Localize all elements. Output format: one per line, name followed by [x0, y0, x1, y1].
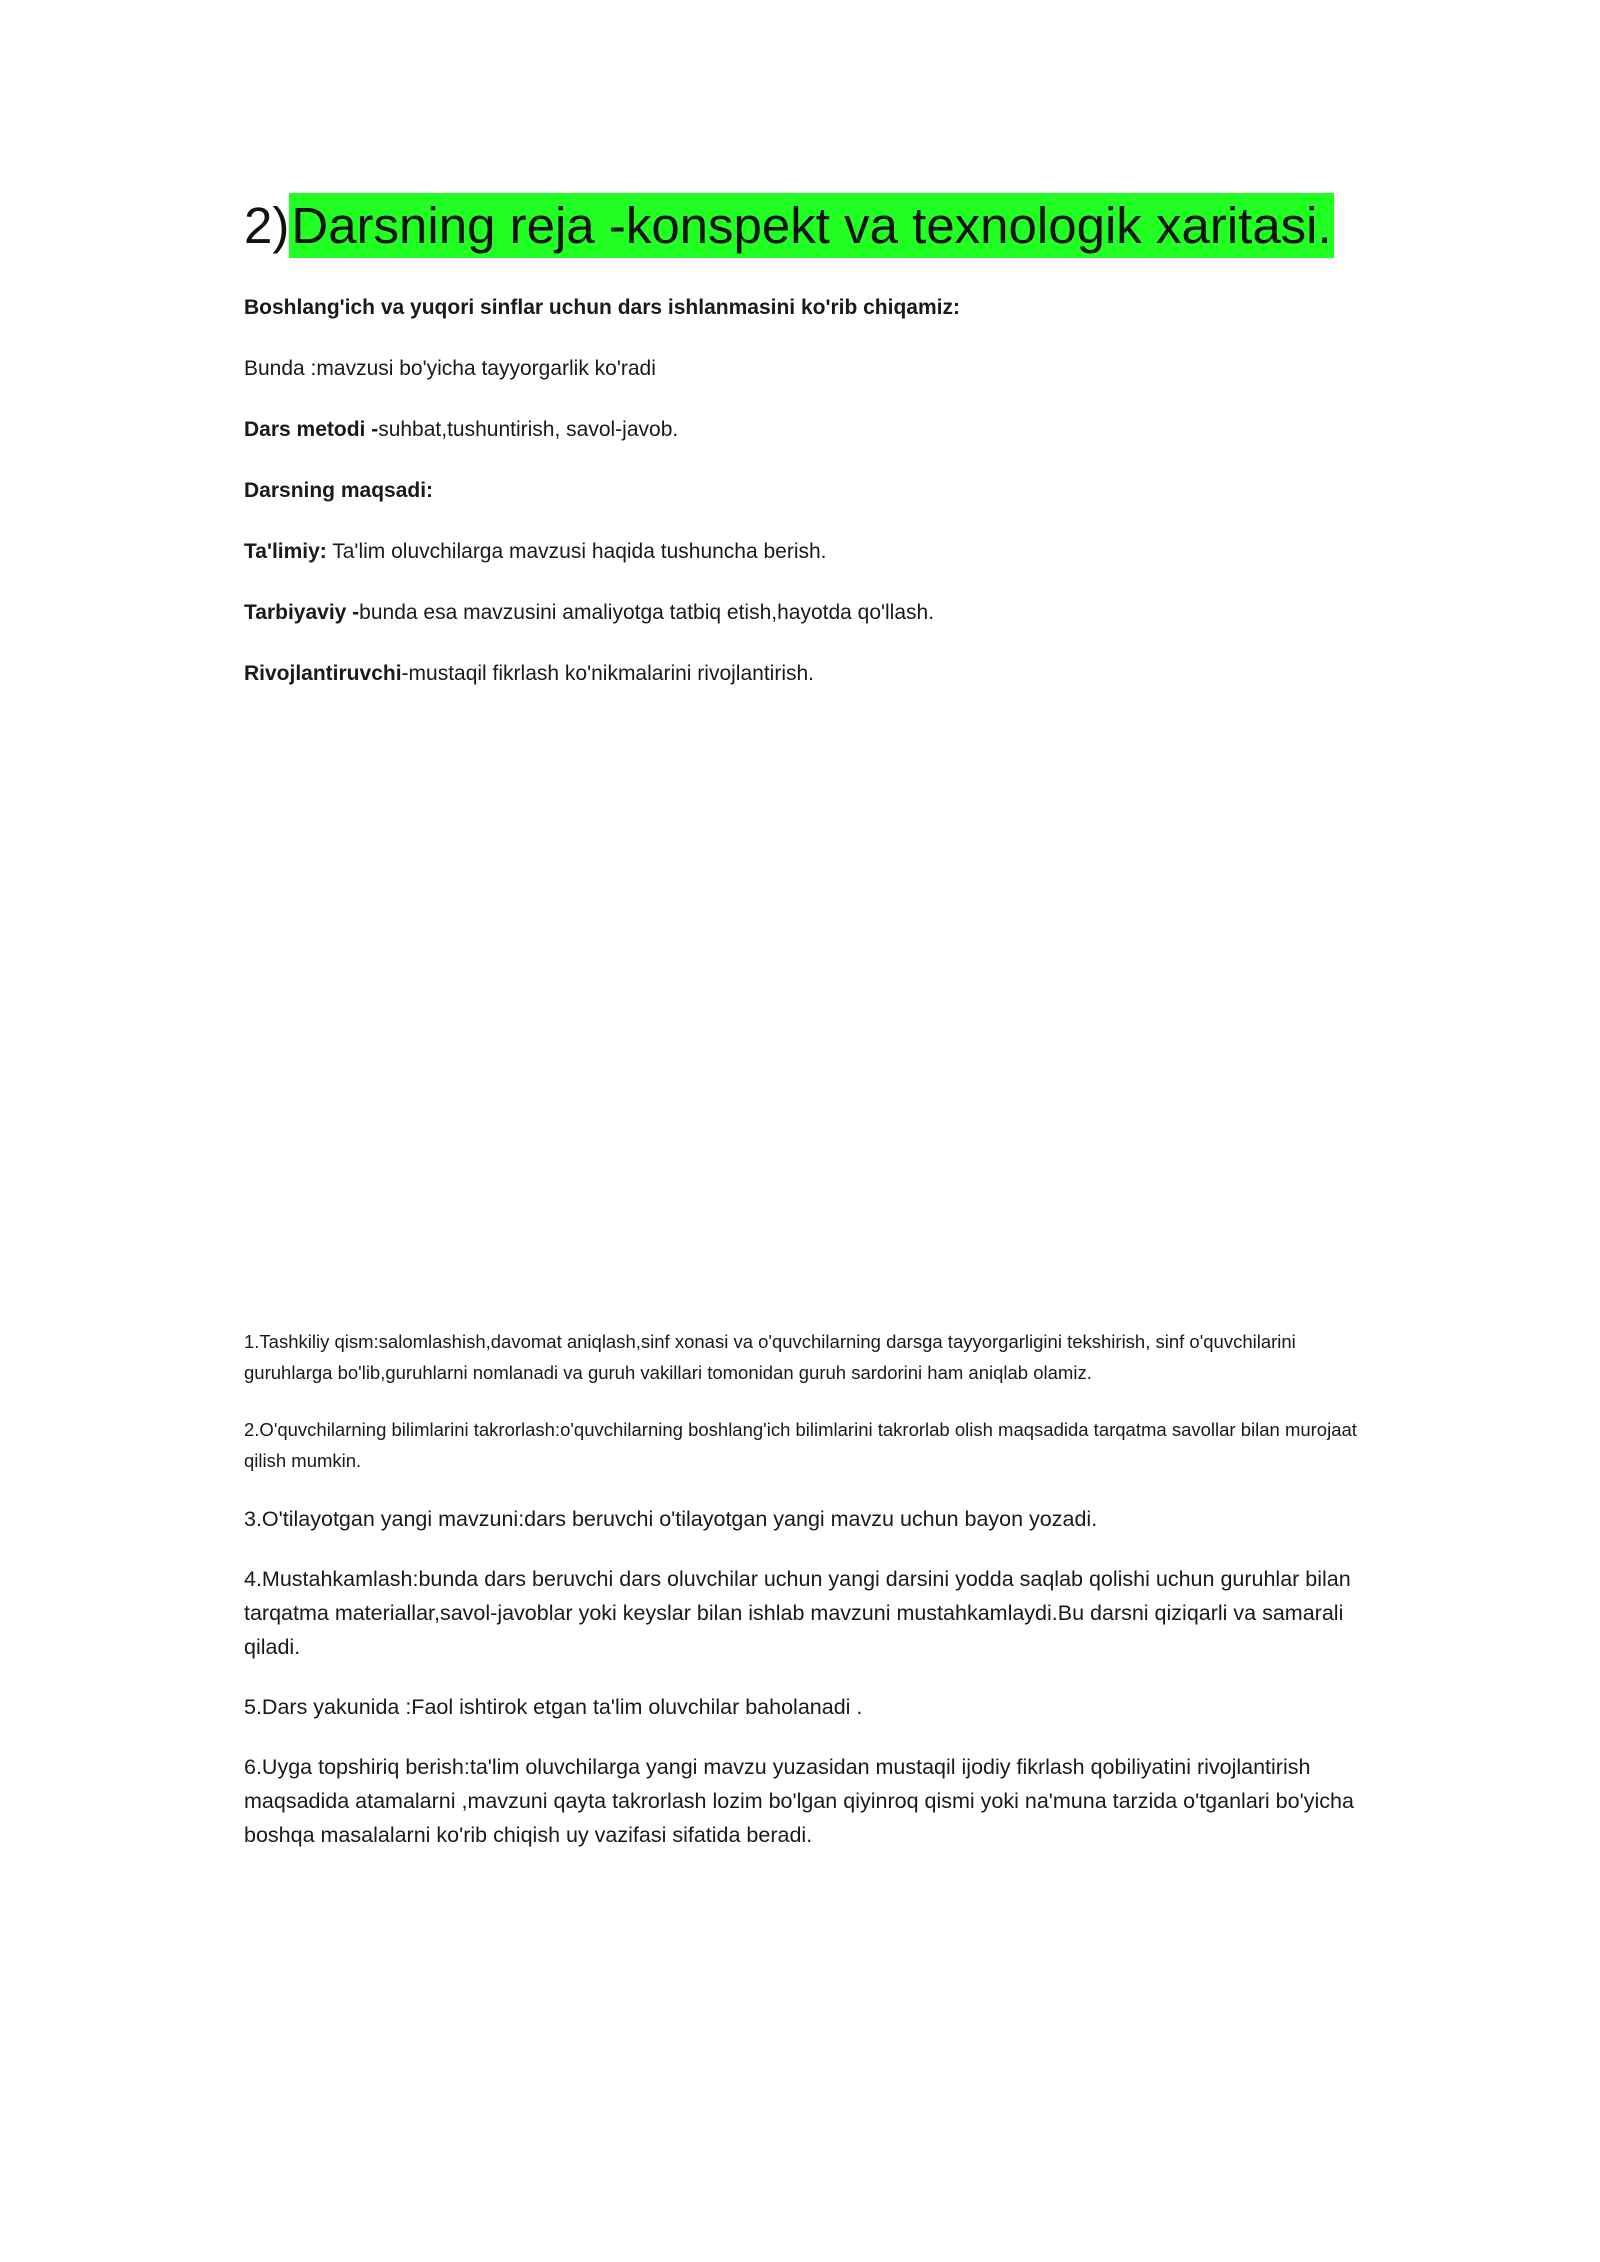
blank-space — [244, 719, 1374, 1326]
method-label: Dars metodi - — [244, 418, 379, 441]
upbringing-label: Tarbiyaviy - — [244, 601, 360, 624]
step-1: 1.Tashkiliy qism:salomlashish,davomat aniqlash,sinf xonasi va o'quvchilarning darsga tayyorgarligini tekshirish, sinf o'quvchilarini guruhlarga bo'lib,guruhlarni nomlanadi va guruh vakillari tomonidan guruh sardorini ham aniqlab olamiz. — [244, 1331, 1296, 1383]
step-2: 2.O'quvchilarning bilimlarini takrorlash:o'quvchilarning boshlang'ich bilimlarini takrorlab olish maqsadida tarqatma savollar bilan murojaat qilish mumkin. — [244, 1419, 1357, 1471]
goal-heading: Darsning maqsadi: — [244, 479, 434, 502]
step-4: 4.Mustahkamlash:bunda dars beruvchi dars oluvchilar uchun yangi darsini yodda saqlab qolishi uchun guruhlar bilan tarqatma materiallar,savol-javoblar yoki keyslar bilan ishlab mavzuni mustahkamlaydi.Bu darsni qiziqarli va samarali qiladi. — [244, 1567, 1351, 1659]
educational-label: Ta'limiy: — [244, 540, 327, 563]
developing-goal — [244, 658, 1374, 689]
document-title — [244, 190, 1374, 262]
method-paragraph — [244, 414, 1374, 445]
developing-text: -mustaqil fikrlash ko'nikmalarini rivojlantirish. — [401, 662, 814, 685]
title-highlighted: Darsning reja -konspekt va texnologik xaritasi. — [289, 193, 1333, 258]
intro-heading: Boshlang'ich va yuqori sinflar uchun dars ishlanmasini ko'rib chiqamiz: — [244, 296, 960, 319]
step-6: 6.Uyga topshiriq berish:ta'lim oluvchilarga yangi mavzu yuzasidan mustaqil ijodiy fikrlash qobiliyatini rivojlantirish maqsadida atamalarni ,mavzuni qayta takrorlash lozim bo'lgan qiyinroq qismi yoki na'muna tarzida o'tganlari bo'yicha boshqa masalalarni ko'rib chiqish uy vazifasi sifatida beradi. — [244, 1755, 1354, 1847]
educational-text: Ta'lim oluvchilarga mavzusi haqida tushuncha berish. — [326, 540, 827, 563]
upbringing-goal — [244, 597, 1374, 628]
educational-goal — [244, 536, 1374, 567]
document-page — [244, 190, 1374, 1878]
topic-line: Bunda :mavzusi bo'yicha tayyorgarlik ko'radi — [244, 357, 656, 380]
method-text: suhbat,tushuntirish, savol-javob. — [378, 418, 679, 441]
developing-label: Rivojlantiruvchi — [244, 662, 402, 685]
step-5: 5.Dars yakunida :Faol ishtirok etgan ta'lim oluvchilar baholanadi . — [244, 1695, 863, 1719]
upbringing-text: bunda esa mavzusini amaliyotga tatbiq etish,hayotda qo'llash. — [359, 601, 935, 624]
title-prefix: 2) — [244, 197, 290, 254]
step-3: 3.O'tilayotgan yangi mavzuni:dars beruvchi o'tilayotgan yangi mavzu uchun bayon yozadi. — [244, 1507, 1098, 1531]
